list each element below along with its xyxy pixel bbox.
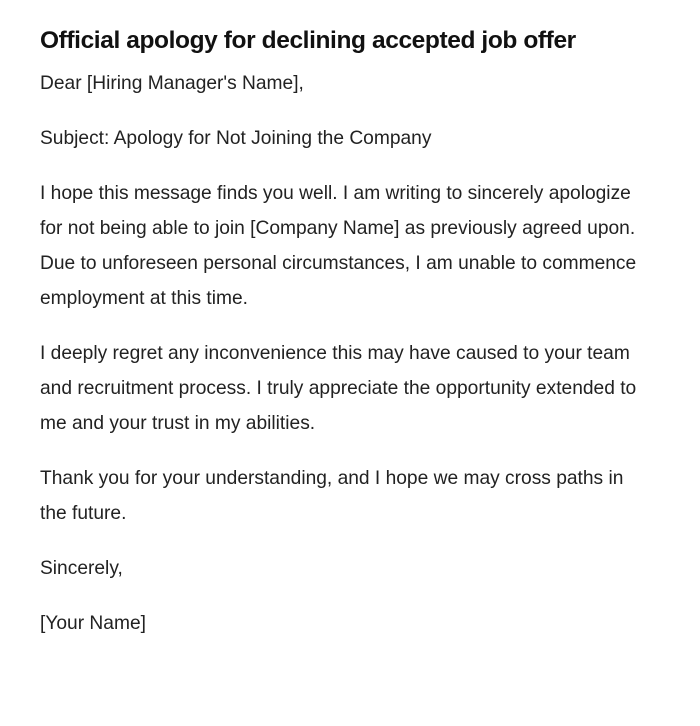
document-title: Official apology for declining accepted job offer	[40, 27, 576, 54]
body-paragraph-2: I deeply regret any inconvenience this may have caused to your team and recruitment process. I truly appreciate the opportunity extended to me and your trust in my abilities.	[40, 343, 637, 434]
signature: [Your Name]	[40, 613, 146, 634]
body-paragraph-3: Thank you for your understanding, and I hope we may cross paths in the future.	[40, 468, 624, 524]
body-paragraph-1: I hope this message finds you well. I am writing to sincerely apologize for not being able to join [Company Name] as previously agreed upon. Due to unforeseen personal circumstances, I am unable to commence employment at this time.	[40, 183, 637, 309]
subject-line: Subject: Apology for Not Joining the Company	[40, 128, 432, 149]
letter-document	[40, 24, 640, 661]
salutation: Dear [Hiring Manager's Name],	[40, 73, 304, 94]
closing: Sincerely,	[40, 558, 123, 579]
